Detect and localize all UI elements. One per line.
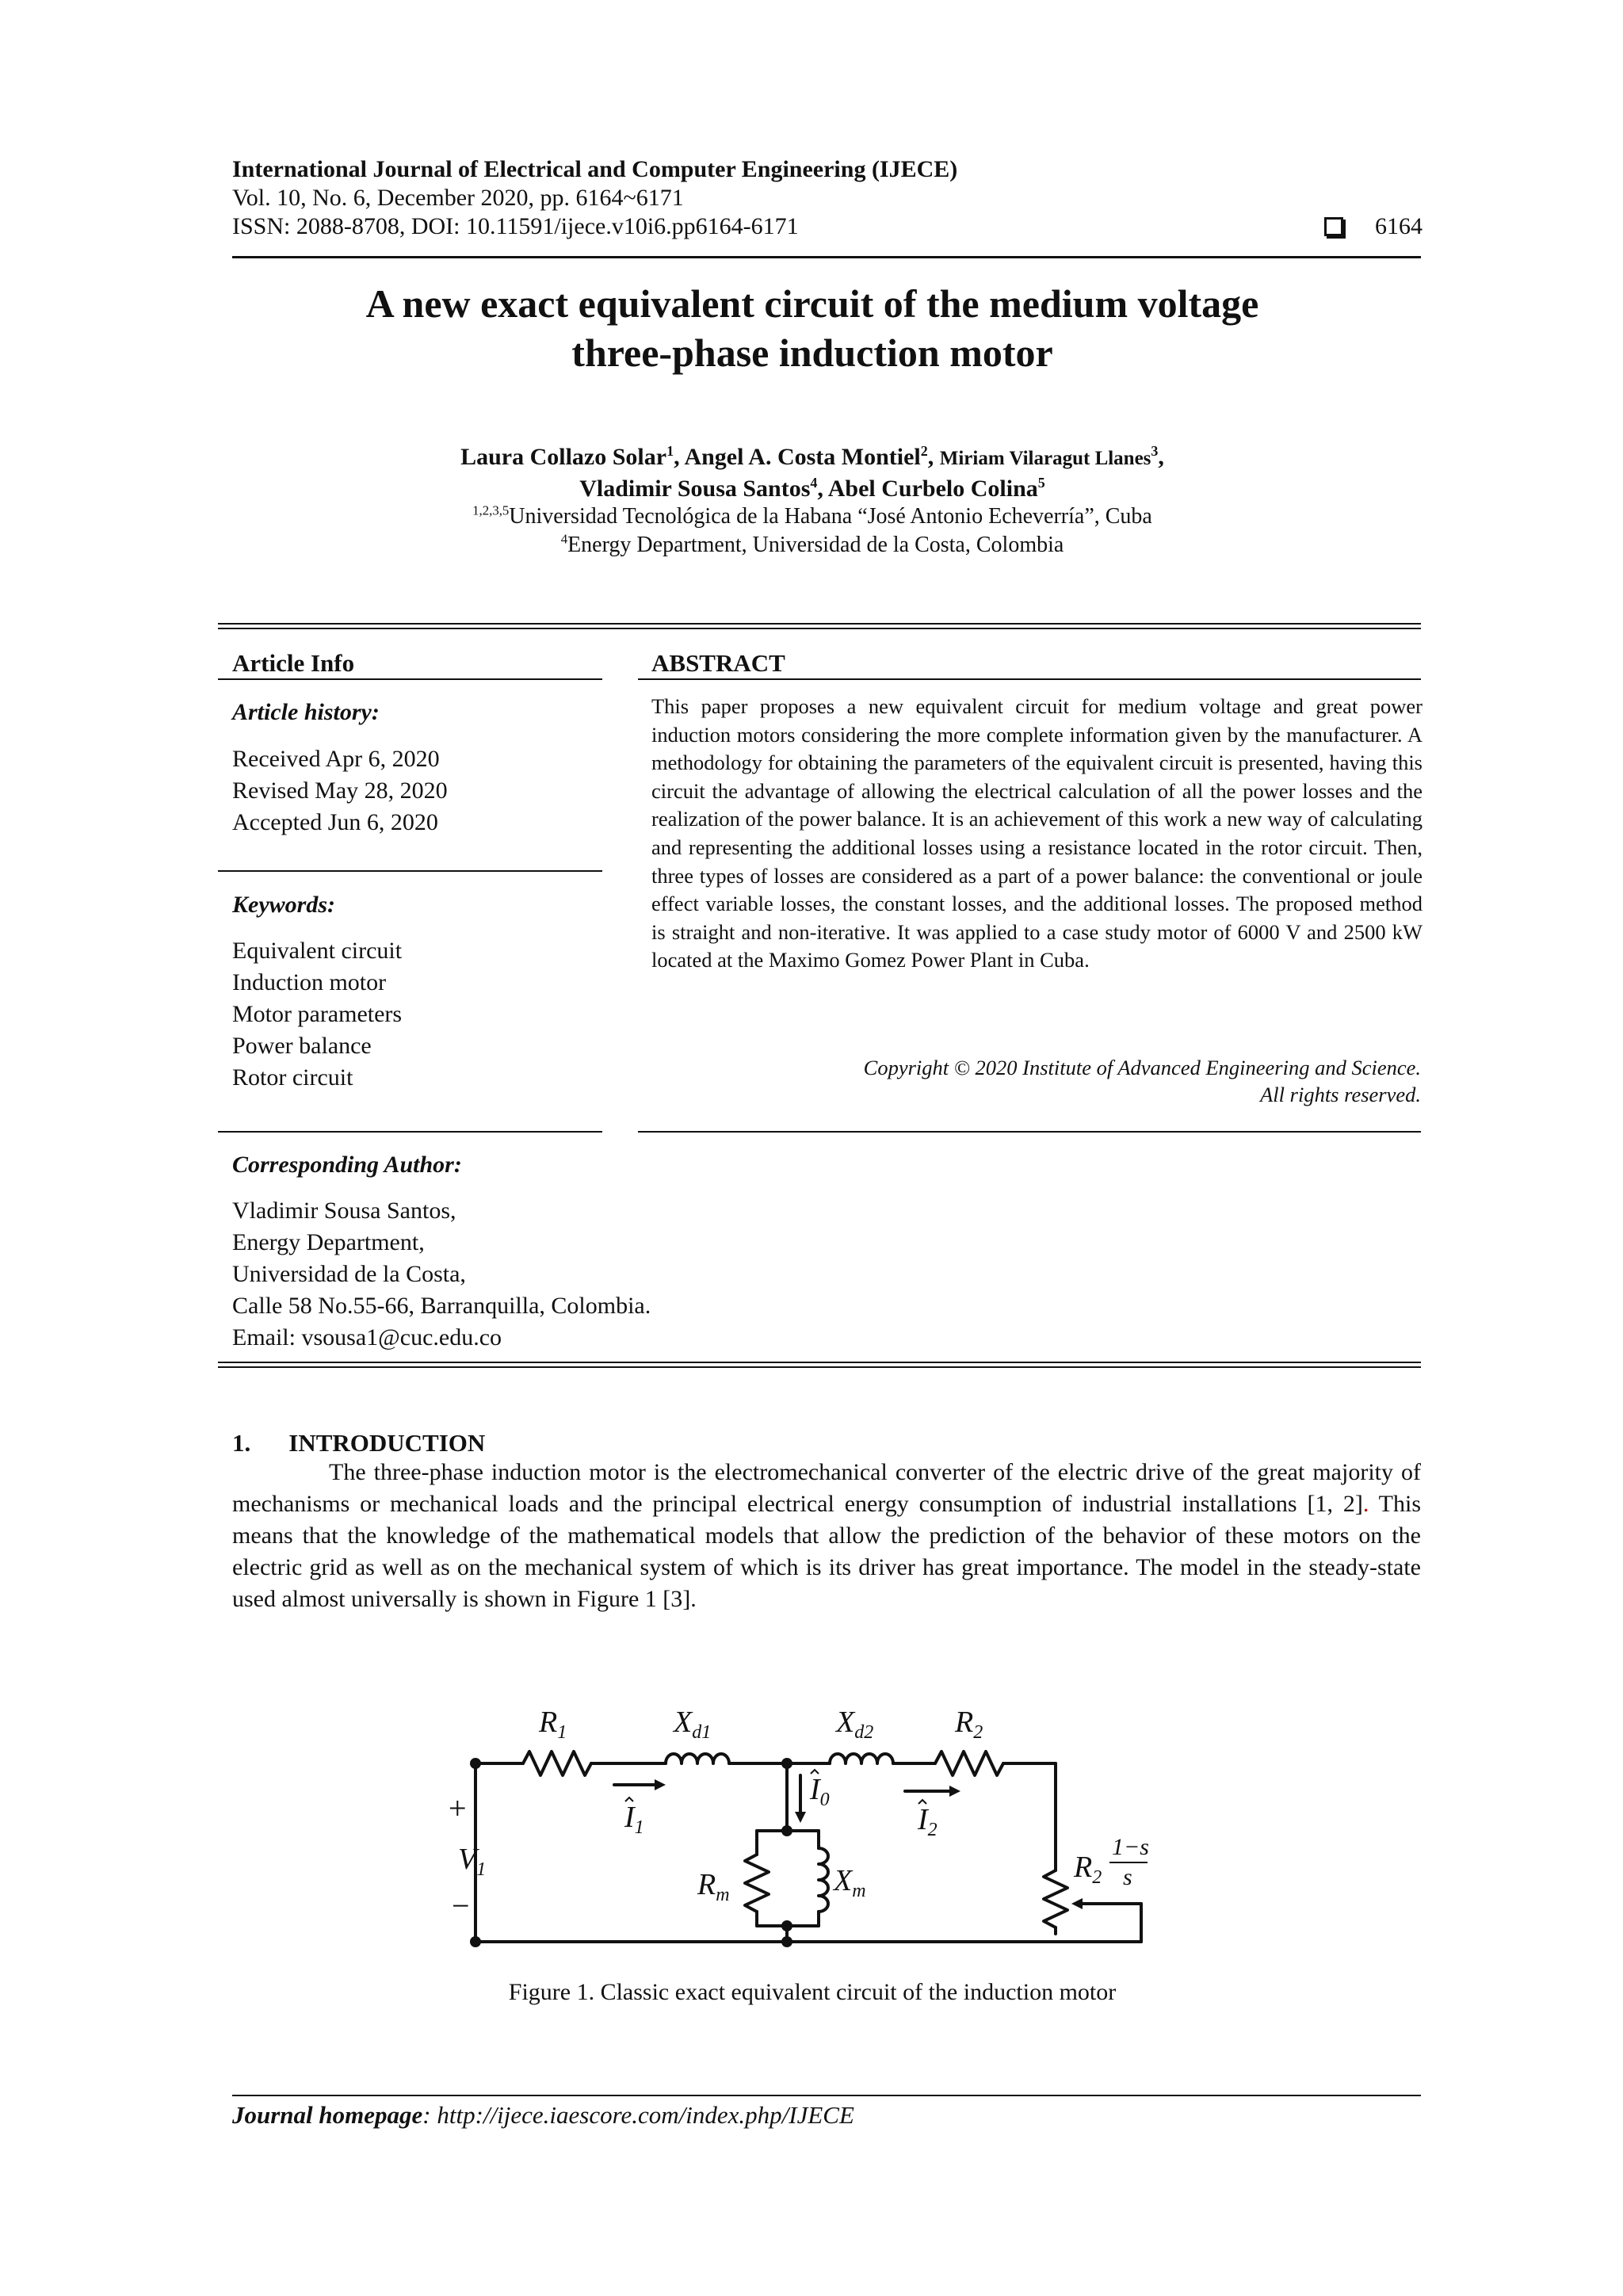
author-list: Laura Collazo Solar$^1$, Angel A. Costa Montiel$^2$, Miriam Vilaragut Llanes$^3$, Vladimir Sousa Santos$^4$, Abel Curbelo Colina$^5$ <box>460 443 1164 502</box>
info-top-rule-1 <box>218 623 1421 625</box>
rm-resistor <box>745 1855 769 1912</box>
corresponding-line: Energy Department, <box>232 1229 425 1255</box>
author-2-sup: 2 <box>920 443 928 459</box>
title-line-1: A new exact equivalent circuit of the medium voltage <box>365 281 1259 326</box>
label-r2: R <box>955 1706 974 1739</box>
info-top-rule-2 <box>218 628 1421 629</box>
keyword-item: Rotor circuit <box>232 1064 353 1091</box>
author-3-sup: 3 <box>1151 443 1159 459</box>
journal-issn: ISSN: 2088-8708, DOI: 10.11591/ijece.v10i6.pp6164-6171 <box>232 213 799 239</box>
author-4-sup: 4 <box>810 475 818 491</box>
affiliations <box>206 502 1419 560</box>
xd2-inductor <box>830 1754 893 1763</box>
label-i0: I <box>810 1773 820 1806</box>
svg-text:R2: $R_2$ <box>955 1706 983 1743</box>
svg-text:Xd2: $X_{d2}$ <box>836 1706 874 1743</box>
keywords-rule <box>218 870 602 872</box>
footer-rule <box>232 2095 1421 2096</box>
xd1-inductor <box>666 1754 729 1763</box>
journal-homepage <box>232 2101 854 2130</box>
corresponding-line: Universidad de la Costa, <box>232 1261 466 1287</box>
label-xd2: X <box>836 1706 855 1739</box>
label-rload: R <box>1074 1851 1093 1884</box>
author-3: Miriam Vilaragut Llanes <box>939 448 1151 469</box>
article-info-bottom-rule <box>218 1131 602 1133</box>
keyword-item: Equivalent circuit <box>232 938 403 964</box>
copyright <box>650 1054 1421 1108</box>
copyright-line-2: All rights reserved. <box>1260 1083 1421 1106</box>
keyword-item: Motor parameters <box>232 1001 403 1027</box>
footer-colon: : <box>422 2101 437 2129</box>
paper-title <box>206 279 1419 377</box>
affiliation-1 <box>206 502 1419 531</box>
homepage-link[interactable]: http://ijece.iaescore.com/index.php/IJECE <box>437 2101 854 2129</box>
abstract-rule <box>638 678 1421 680</box>
author-1-sup: 1 <box>666 443 674 459</box>
page-number-block <box>1324 212 1423 241</box>
load-resistor <box>1044 1870 1067 1927</box>
introduction-heading <box>232 1428 485 1458</box>
intro-cite-dot: . <box>1362 1491 1369 1517</box>
header-rule <box>232 256 1421 258</box>
abstract-heading: ABSTRACT <box>651 649 785 677</box>
corresponding-line: Vladimir Sousa Santos, <box>232 1198 456 1224</box>
introduction-paragraph <box>232 1457 1421 1615</box>
equivalent-circuit-figure <box>444 1696 1189 1966</box>
page-number: 6164 <box>1375 213 1423 239</box>
label-r1: R <box>539 1706 558 1739</box>
terminal-top <box>470 1758 481 1769</box>
i1-arrow-icon <box>655 1779 666 1790</box>
copyright-line-1: Copyright © 2020 Institute of Advanced Engineering and Science. <box>863 1056 1421 1079</box>
terminal-bottom <box>470 1936 481 1947</box>
accepted-date: Accepted Jun 6, 2020 <box>232 809 438 835</box>
keyword-item: Power balance <box>232 1033 372 1059</box>
section-number: 1. <box>232 1429 251 1457</box>
info-bottom-rule-2 <box>218 1366 1421 1368</box>
author-1: Laura Collazo Solar <box>460 444 667 470</box>
intro-text-2: This means that the knowledge of the mathematical models that allow the prediction of the behavior of these motors on the electric grid as well as on the mechanical system of which is its driver has great importance. The model in the steady-state used almost universally is shown in Figure 1 [3]. <box>232 1491 1421 1612</box>
keywords-heading: Keywords: <box>232 892 335 918</box>
label-rm: R <box>697 1868 716 1901</box>
svg-text:V1: $V_1$ <box>458 1843 487 1880</box>
svg-text:I1: $I_1$ <box>624 1801 644 1838</box>
article-info-rule <box>218 678 602 680</box>
square-box-icon <box>1324 217 1343 236</box>
i0-arrow-icon <box>795 1812 806 1823</box>
svg-text:R1: $R_1$ <box>539 1706 567 1743</box>
r2-resistor <box>935 1752 1003 1775</box>
affiliation-1-sup: 1,2,3,5 <box>472 502 510 518</box>
svg-text:Xd1: $X_{d1}$ <box>674 1706 712 1743</box>
affiliation-2-sup: 4 <box>560 531 568 547</box>
revised-date: Revised May 28, 2020 <box>232 777 448 804</box>
keyword-item: Induction motor <box>232 969 387 995</box>
label-plus: + <box>449 1790 467 1826</box>
svg-text:R2: $R_2$ <box>1074 1851 1102 1888</box>
author-5: Abel Curbelo Colina <box>827 476 1038 502</box>
corresponding-line: Calle 58 No.55-66, Barranquilla, Colombia. <box>232 1293 651 1319</box>
section-title: INTRODUCTION <box>288 1429 486 1457</box>
label-frac-den: s <box>1123 1864 1132 1890</box>
article-history-heading: Article history: <box>232 699 380 725</box>
affiliation-2-text: Energy Department, Universidad de la Costa, Colombia <box>567 533 1064 557</box>
wiper-arrow-icon <box>1071 1898 1083 1909</box>
affiliation-2 <box>206 531 1419 560</box>
journal-name: International Journal of Electrical and Computer Engineering (IJECE) <box>232 156 958 182</box>
received-date: Received Apr 6, 2020 <box>232 746 440 772</box>
label-i2: I <box>918 1803 928 1836</box>
figure-1-caption: Figure 1. Classic exact equivalent circuit of the induction motor <box>508 1979 1117 2005</box>
article-info-heading: Article Info <box>232 649 355 677</box>
svg-text:I0: $I_0$ <box>810 1773 830 1810</box>
abstract-text: This paper proposes a new equivalent circuit for medium voltage and great power induction motors considering the more complete information given by the manufacturer. A methodology for obtaining the parameters of the equivalent circuit is presented, having this circuit the advantage of allowing the electrical calculation of all the power losses and the realization of the power balance. It is an achievement of this work a new way of calculating and representing the additional losses using a resistance located in the rotor circuit. Then, three types of losses are considered as a part of a power balance: the conventional or joule effect variable losses, the constant losses, and the additional losses. The proposed method is straight and non-iterative. It was applied to a case study motor of 6000 V and 2500 kW located at the Maximo Gomez Power Plant in Cuba. <box>651 694 1423 972</box>
svg-text:I2: $I_2$ <box>918 1803 938 1840</box>
journal-volume: Vol. 10, No. 6, December 2020, pp. 6164~6171 <box>232 185 684 211</box>
i2-arrow-icon <box>949 1786 960 1797</box>
label-minus: − <box>452 1888 470 1924</box>
corresponding-author-heading: Corresponding Author: <box>232 1152 462 1178</box>
affiliation-1-text: Universidad Tecnológica de la Habana “José Antonio Echeverría”, Cuba <box>509 504 1152 529</box>
corresponding-email[interactable]: Email: vsousa1@cuc.edu.co <box>232 1324 502 1350</box>
footer-label: Journal homepage <box>232 2101 423 2129</box>
r1-resistor <box>523 1752 591 1775</box>
abstract-bottom-rule <box>638 1131 1421 1133</box>
label-frac-num: 1−s <box>1112 1834 1149 1860</box>
intro-text-1: The three-phase induction motor is the electromechanical converter of the electric drive of the great majority of mechanisms or mechanical loads and the principal electrical energy consumption of industrial installations [1, 2] <box>232 1459 1421 1517</box>
label-xd1: X <box>674 1706 693 1739</box>
info-bottom-rule-1 <box>218 1362 1421 1363</box>
author-5-sup: 5 <box>1037 475 1045 491</box>
svg-text:Xm: $X_m$ <box>834 1864 866 1901</box>
title-line-2: three-phase induction motor <box>571 330 1053 375</box>
author-4: Vladimir Sousa Santos <box>579 476 811 502</box>
label-i1: I <box>624 1801 635 1834</box>
author-2: Angel A. Costa Montiel <box>684 444 921 470</box>
label-xm: X <box>834 1864 853 1897</box>
xm-inductor <box>819 1848 828 1912</box>
svg-text:Rm: $R_m$ <box>697 1868 730 1905</box>
label-v1: V <box>458 1843 477 1876</box>
